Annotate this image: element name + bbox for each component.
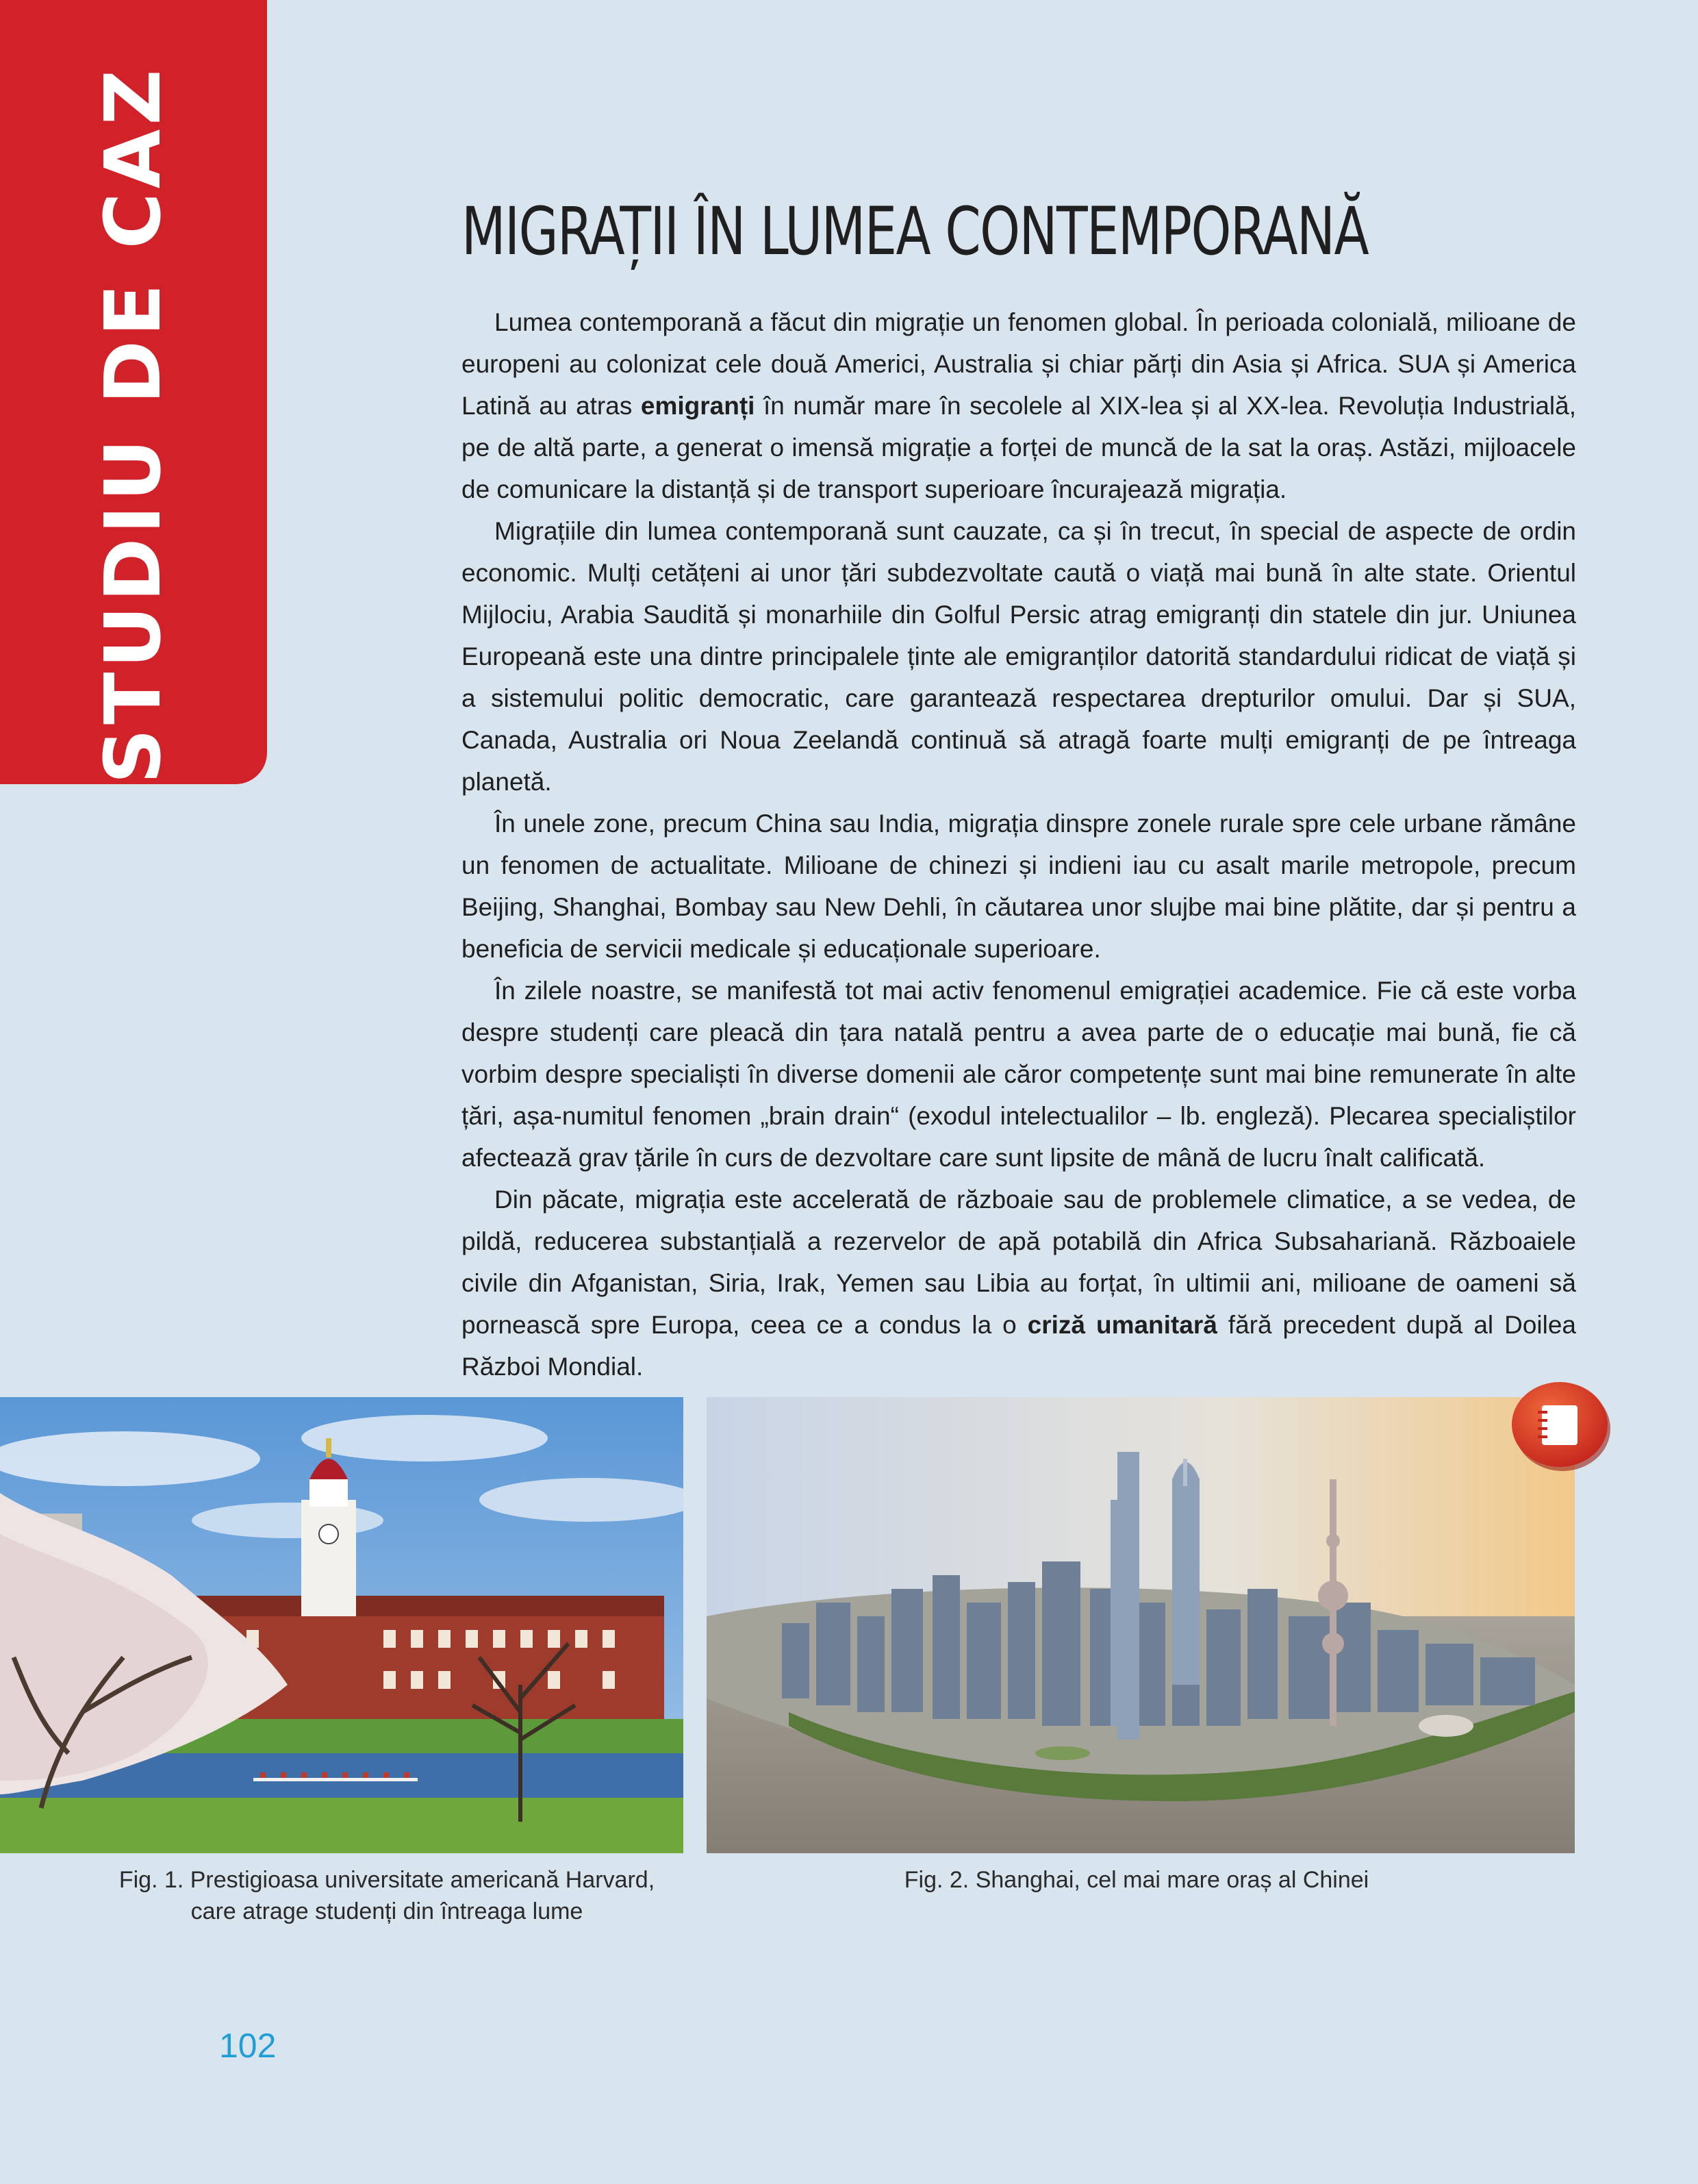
notebook-icon[interactable] bbox=[1508, 1378, 1614, 1474]
paragraph-1: Lumea contemporană a făcut din migrație un fenomen global. În perioada colonială, milioane de europeni au colonizat cele două Americi, Australia și chiar părți din Asia și Africa. SUA și America Latină au atras emigranți în număr mare în secolele al XIX-lea și al XX-lea. Revoluția Industrială, pe de altă parte, a generat o imensă migrație a forței de muncă de la sat la oraș. Astăzi, mijloacele de comunicare la distanță și de transport superioare încurajează migrația. bbox=[461, 308, 1576, 503]
harvard-photo-icon bbox=[0, 1397, 683, 1853]
page-number: 102 bbox=[219, 2026, 277, 2065]
shanghai-photo-icon bbox=[707, 1397, 1575, 1853]
figure-2-caption: Fig. 2. Shanghai, cel mai mare oraș al Chinei bbox=[904, 1867, 1369, 1893]
side-tab-label: STUDIU DE CAZ bbox=[89, 65, 178, 784]
paragraph-5: Din păcate, migrația este accelerată de războaie sau de problemele climatice, a se vedea, de pildă, reducerea substanțială a rezervelor de apă potabilă din Africa Subsahariană. Războaiele civile din Afganistan, Siria, Irak, Yemen sau Libia au forțat, în ultimii ani, milioane de oameni să pornească spre Europa, ceea ce a condus la o criză umanitară fără precedent după al Doilea Război Mondial. bbox=[461, 1185, 1576, 1381]
paragraph-3: În unele zone, precum China sau India, migrația dinspre zonele rurale spre cele urbane rămâne un fenomen de actualitate. Milioane de chinezi și indieni iau cu asalt marile metropole, precum Beijing, Shanghai, Bombay sau New Dehli, în căutarea unor slujbe mai bine plătite, dar și pentru a beneficia de servicii medicale și educaționale superioare. bbox=[461, 809, 1576, 963]
term-emigranti: emigranți bbox=[640, 392, 755, 420]
page-title: MIGRAȚII ÎN LUMEA CONTEMPORANĂ bbox=[461, 193, 1369, 270]
paragraph-2: Migrațiile din lumea contemporană sunt cauzate, ca și în trecut, în special de aspecte de ordin economic. Mulți cetățeni ai unor țări subdezvoltate caută o viață mai bună în alte state. Orientul Mijlociu, Arabia Saudită și monarhiile din Golful Persic atrag emigranți din statele din jur. Uniunea Europeană este una dintre principalele ținte ale emigranților datorită standardului ridicat de viață și a sistemului politic democratic, care garantează respectarea drepturilor omului. Dar și SUA, Canada, Australia ori Noua Zeelandă continuă să atragă foarte mulți emigranți de pe întreaga planetă. bbox=[461, 517, 1576, 796]
body-text bbox=[461, 301, 1576, 1388]
term-criza-umanitara: criză umanitară bbox=[1027, 1311, 1217, 1339]
paragraph-4: În zilele noastre, se manifestă tot mai activ fenomenul emigrației academice. Fie că este vorba despre studenți care pleacă din țara natală pentru a avea parte de o educație mai bună, fie că vorbim despre specialiști în diverse domenii ale căror competențe sunt mai bine remunerate în alte țări, așa-numitul fenomen „brain drain“ (exodul intelectualilor – lb. engleză). Plecarea specialiștilor afectează grav țările în curs de dezvoltare care sunt lipsite de mână de lucru înalt calificată. bbox=[461, 977, 1576, 1172]
figure-1-caption: Fig. 1. Prestigioasa universitate americană Harvard, care atrage studenți din întreaga lume bbox=[118, 1867, 655, 1924]
side-tab bbox=[0, 0, 267, 784]
